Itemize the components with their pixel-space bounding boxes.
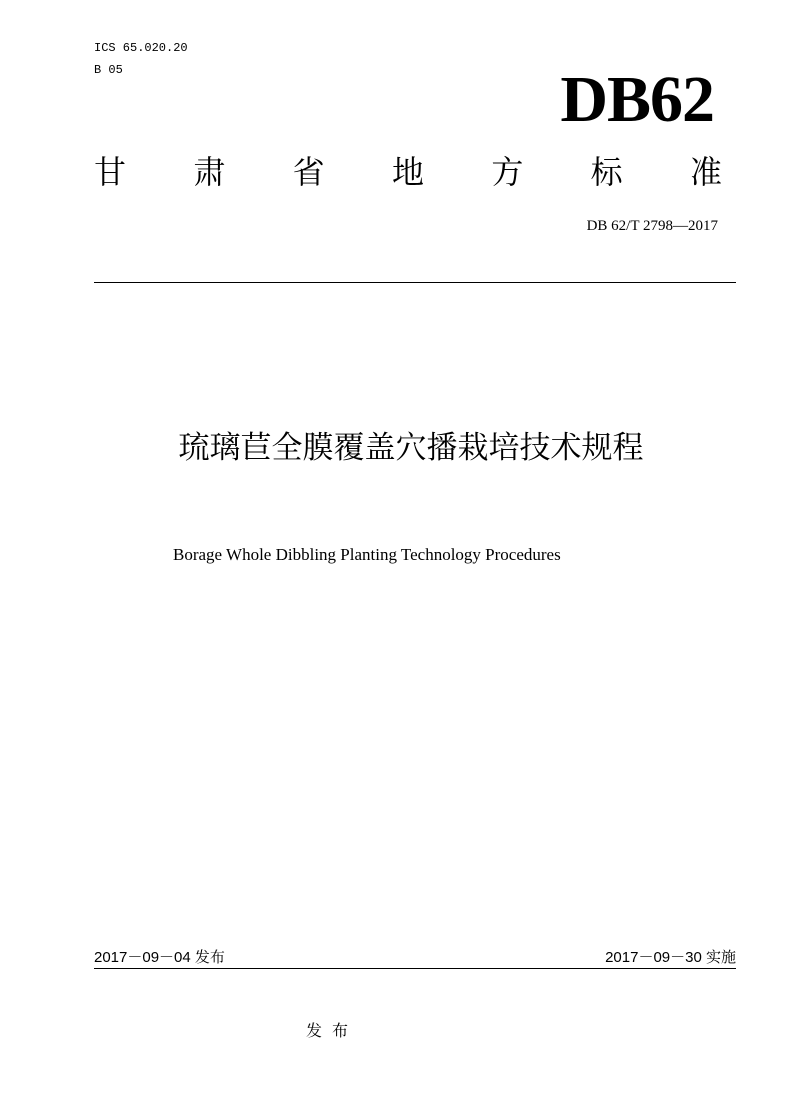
ics-code: ICS 65.020.20 — [94, 41, 188, 55]
standard-number: DB 62/T 2798—2017 — [586, 218, 718, 234]
category-code: B 05 — [94, 63, 123, 77]
db62-logo: DB62 — [560, 63, 714, 136]
implementation-date: 2017－09－30 实施 — [605, 949, 736, 966]
organization-char: 甘 — [94, 153, 127, 191]
issue-date: 2017－09－04 发布 — [94, 949, 225, 966]
organization-char: 省 — [292, 153, 325, 191]
document-title-english: Borage Whole Dibbling Planting Technology Procedures — [173, 545, 561, 564]
organization-char: 标 — [590, 153, 623, 191]
issuer: 发布 — [306, 1021, 359, 1040]
document-title-chinese: 琉璃苣全膜覆盖穴播栽培技术规程 — [178, 430, 644, 466]
organization-char: 地 — [391, 153, 424, 191]
organization-char: 准 — [689, 153, 722, 191]
top-divider — [94, 282, 736, 283]
organization-char: 方 — [491, 153, 524, 191]
bottom-divider — [94, 968, 736, 969]
organization-name — [94, 152, 722, 192]
organization-char: 肃 — [193, 153, 226, 191]
